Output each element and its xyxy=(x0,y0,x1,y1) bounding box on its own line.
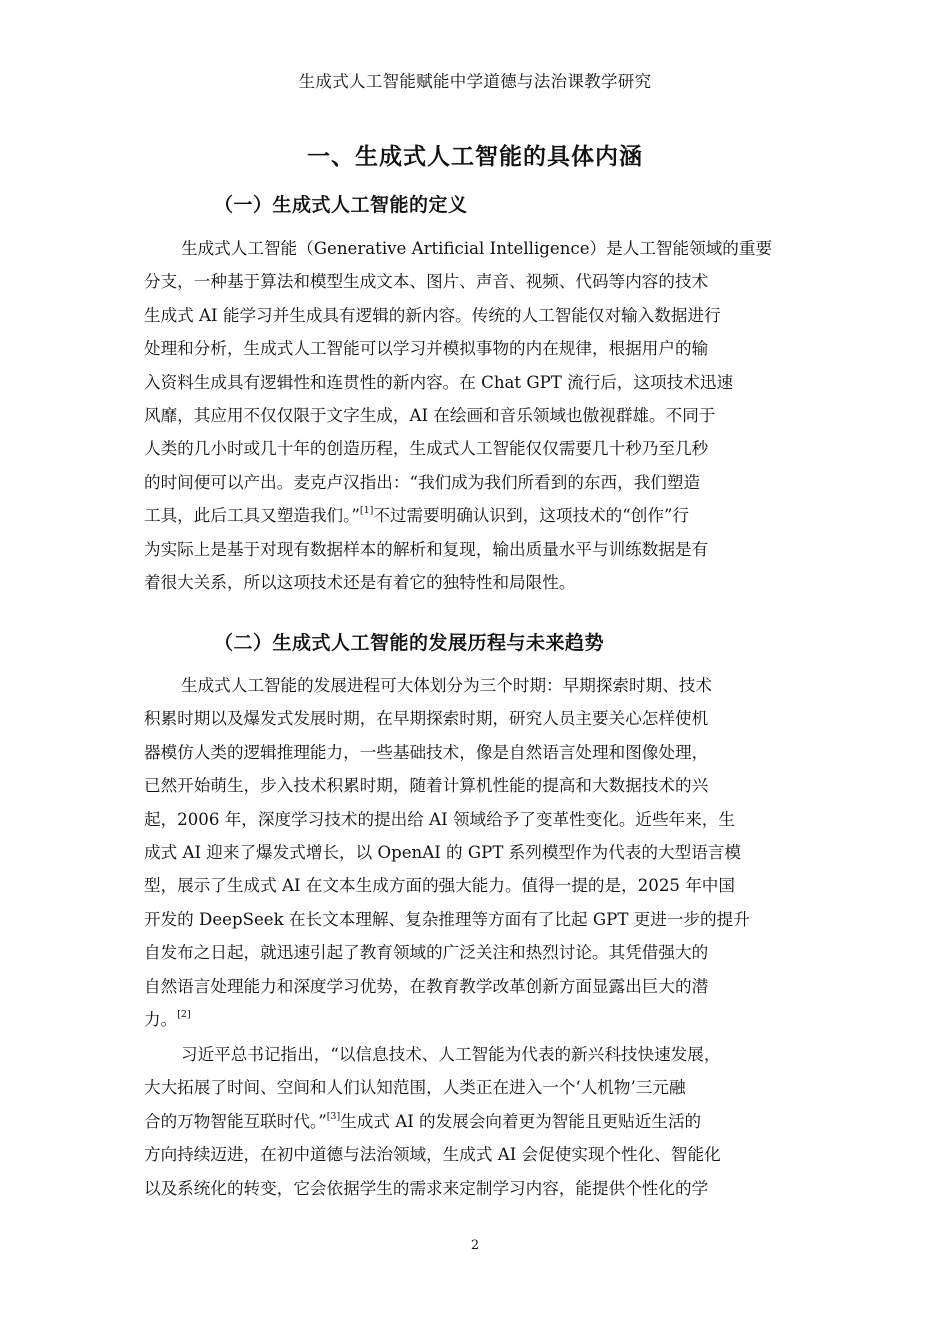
text-line: 着很大关系，所以这项技术还是有着它的独特性和局限性。 xyxy=(144,572,576,592)
text-line: 型，展示了生成式 AI 在文本生成方面的强大能力。值得一提的是，2025 年中国 xyxy=(144,876,735,896)
text-line-with-citation xyxy=(144,1105,809,1138)
text-line: 处理和分析，生成式人工智能可以学习并模拟事物的内在规律，根据用户的输 xyxy=(144,339,709,359)
text-line: 已然开始萌生，步入技术积累时期，随着计算机性能的提高和大数据技术的兴 xyxy=(144,776,709,796)
page-number: 2 xyxy=(470,1238,480,1253)
text-line: 大大拓展了时间、空间和人们认知范围，人类正在进入一个‘人机物’三元融 xyxy=(144,1078,686,1098)
text-line: 起，2006 年，深度学习技术的提出给 AI 领域给予了变革性变化。近些年来，生 xyxy=(144,809,735,829)
text-line-with-citation xyxy=(144,499,809,532)
text-line: 自发布之日起，就迅速引起了教育领域的广泛关注和热烈讨论。其凭借强大的 xyxy=(144,943,709,963)
text-fragment: 力。 xyxy=(144,1009,178,1029)
citation-2[interactable]: [2] xyxy=(177,1008,191,1020)
text-line: 分支，一种基于算法和模型生成文本、图片、声音、视频、代码等内容的技术 xyxy=(144,272,709,292)
text-line: 入资料生成具有逻辑性和连贯性的新内容。在 Chat GPT 流行后，这项技术迅速 xyxy=(144,372,734,392)
subsection-title-history: （二）生成式人工智能的发展历程与未来趋势 xyxy=(214,632,605,654)
text-line: 方向持续迈进，在初中道德与法治领域，生成式 AI 会促使实现个性化、智能化 xyxy=(144,1145,721,1165)
text-line: 成式 AI 迎来了爆发式增长，以 OpenAI 的 GPT 系列模型作为代表的大型语言模 xyxy=(144,842,741,862)
paragraph-history xyxy=(144,669,809,1036)
text-line: 风靡，其应用不仅仅限于文字生成，AI 在绘画和音乐领域也傲视群雄。不同于 xyxy=(144,405,716,425)
text-line: 开发的 DeepSeek 在长文本理解、复杂推理等方面有了比起 GPT 更进一步的提升 xyxy=(144,909,750,929)
text-line: 生成式 AI 能学习并生成具有逻辑的新内容。传统的人工智能仅对输入数据进行 xyxy=(144,305,721,325)
text-line: 习近平总书记指出，“以信息技术、人工智能为代表的新兴科技快速发展， xyxy=(181,1045,721,1064)
text-line: 为实际上是基于对现有数据样本的解析和复现，输出质量水平与训练数据是有 xyxy=(144,539,709,559)
subsection-title-definition: （一）生成式人工智能的定义 xyxy=(214,194,468,216)
citation-1[interactable]: [1] xyxy=(359,505,374,517)
text-line: 的时间便可以产出。麦克卢汉指出：“我们成为我们所看到的东西，我们塑造 xyxy=(144,472,701,492)
text-fragment: 工具，此后工具又塑造我们。” xyxy=(144,506,360,526)
text-fragment: 合的万物智能互联时代。” xyxy=(144,1111,327,1131)
text-line: 以及系统化的转变，它会依据学生的需求来定制学习内容，能提供个性化的学 xyxy=(144,1178,709,1198)
paragraph-definition xyxy=(144,232,809,599)
text-line: 人类的几小时或几十年的创造历程，生成式人工智能仅仅需要几十秒乃至几秒 xyxy=(144,439,709,459)
text-line: 生成式人工智能的发展进程可大体划分为三个时期：早期探索时期、技术 xyxy=(181,676,712,695)
citation-3[interactable]: [3] xyxy=(326,1110,341,1122)
section-title: 一、生成式人工智能的具体内涵 xyxy=(307,144,643,170)
text-fragment: 生成式 AI 的发展会向着更为智能且更贴近生活的 xyxy=(340,1111,702,1131)
text-line: 生成式人工智能（Generative Artificial Intelligence）是人工智能领域的重要 xyxy=(181,239,773,258)
text-line: 自然语言处理能力和深度学习优势，在教育教学改革创新方面显露出巨大的潜 xyxy=(144,976,709,996)
text-line: 积累时期以及爆发式发展时期，在早期探索时期，研究人员主要关心怎样使机 xyxy=(144,709,709,729)
text-fragment: 不过需要明确认识到，这项技术的“创作”行 xyxy=(373,506,690,526)
running-header: 生成式人工智能赋能中学道德与法治课教学研究 xyxy=(298,72,652,91)
text-line: 器模仿人类的逻辑推理能力，一些基础技术，像是自然语言处理和图像处理， xyxy=(144,742,709,762)
text-line-with-citation xyxy=(144,1003,809,1036)
paragraph-future xyxy=(144,1038,809,1205)
